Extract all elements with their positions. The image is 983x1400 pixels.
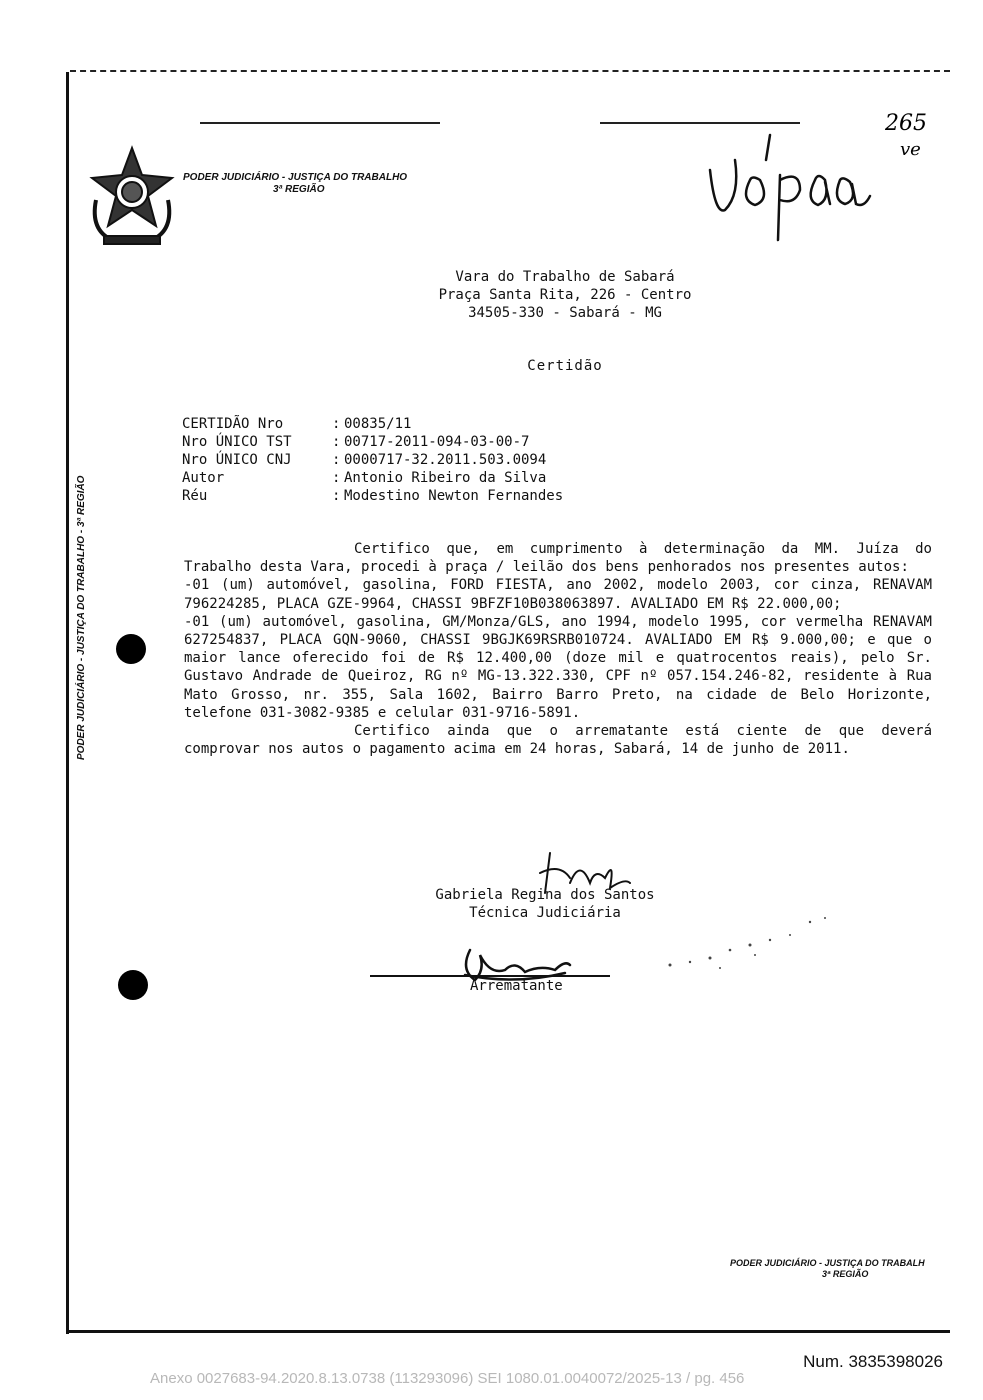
field-label: Nro ÚNICO TST xyxy=(182,434,292,450)
body-paragraph: Certifico que, em cumprimento à determinação da MM. Juíza do Trabalho desta Vara, procedi à praça / leilão dos bens penhorados nos presentes autos: xyxy=(184,541,932,576)
field-row: Nro ÚNICO TST : 00717-2011-094-03-00-7 xyxy=(182,434,530,450)
coat-of-arms-emblem xyxy=(82,140,182,250)
field-label: CERTIDÃO Nro xyxy=(182,416,284,432)
court-region: 3ª REGIÃO xyxy=(273,184,325,195)
field-row: Nro ÚNICO CNJ : 0000717-32.2011.503.0094 xyxy=(182,452,547,468)
field-label: Réu xyxy=(182,488,208,504)
signer-role: Técnica Judiciária xyxy=(469,905,621,921)
punch-hole xyxy=(118,970,148,1000)
handwritten-verso: ve xyxy=(900,139,921,160)
certificate-body xyxy=(184,540,932,758)
field-value: 0000717-32.2011.503.0094 xyxy=(344,452,547,468)
side-vertical-stamp: PODER JUDICIÁRIO - JUSTIÇA DO TRABALHO - 3ª REGIÃO xyxy=(76,475,87,760)
field-value: Modestino Newton Fernandes xyxy=(344,488,564,504)
case-fields xyxy=(182,415,563,505)
field-label: Nro ÚNICO CNJ xyxy=(182,452,292,468)
field-row: Autor : Antonio Ribeiro da Silva xyxy=(182,470,547,486)
arrematante-label: Arrematante xyxy=(470,978,563,994)
left-border xyxy=(66,72,69,1334)
handwritten-page-number: 265 xyxy=(885,111,927,136)
address-line: Praça Santa Rita, 226 - Centro xyxy=(438,287,692,303)
field-value: 00717-2011-094-03-00-7 xyxy=(344,434,530,450)
court-name: PODER JUDICIÁRIO - JUSTIÇA DO TRABALHO xyxy=(183,172,408,183)
footer-stamp xyxy=(730,1258,925,1280)
body-item: -01 (um) automóvel, gasolina, FORD FIESTA, ano 2002, modelo 2003, cor cinza, RENAVAM 796224285, PLACA GZE-9964, CHASSI 9BFZF10B038063897. AVALIADO EM R$ 22.000,00; xyxy=(184,577,932,612)
field-row: Réu : Modestino Newton Fernandes xyxy=(182,488,564,504)
annex-reference: Anexo 0027683-94.2020.8.13.0738 (113293096) SEI 1080.01.0040072/2025-13 / pg. 456 xyxy=(150,1370,745,1387)
body-item: -01 (um) automóvel, gasolina, GM/Monza/GLS, ano 1994, modelo 1995, cor vermelha RENAVAM 627254837, PLACA GQN-9060, CHASSI 9BGJK69RSRB010724. AVALIADO EM R$ 9.000,00; e que o maior lance oferecido foi de R$ 12.400,00 (doze mil e quatrocentos reais), pelo Sr. Gustavo Andrade de Queiroz, RG nº MG-13.322.330, CPF nº 057.154.246-82, residente à Rua Mato Grosso, nr. 355, Sala 1602, Bairro Barro Preto, na cidade de Belo Horizonte, telefone 031-3082-9385 e celular 031-9716-5891. xyxy=(184,613,932,721)
document-number: Num. 3835398026 xyxy=(803,1352,943,1371)
address-line: Vara do Trabalho de Sabará xyxy=(455,269,675,285)
footer-court-region: 3ª REGIÃO xyxy=(822,1269,869,1279)
scan-noise xyxy=(660,910,840,980)
document-title: Certidão xyxy=(527,358,603,374)
field-label: Autor xyxy=(182,470,225,486)
field-value: Antonio Ribeiro da Silva xyxy=(344,470,547,486)
footer-court-name: PODER JUDICIÁRIO - JUSTIÇA DO TRABALH xyxy=(730,1258,925,1268)
court-header xyxy=(183,172,407,196)
address-line: 34505-330 - Sabará - MG xyxy=(468,305,662,321)
signer-name: Gabriela Regina dos Santos xyxy=(435,887,655,903)
punch-hole xyxy=(116,634,146,664)
top-dashed-border xyxy=(70,70,950,72)
field-row: CERTIDÃO Nro : 00835/11 xyxy=(182,416,412,432)
field-value: 00835/11 xyxy=(344,416,412,432)
body-paragraph: Certifico ainda que o arrematante está ciente de que deverá comprovar nos autos o pagamento acima em 24 horas, Sabará, 14 de junho de 2011. xyxy=(184,723,932,758)
court-address xyxy=(380,268,750,322)
bottom-border xyxy=(66,1330,950,1333)
signature-line xyxy=(370,975,610,977)
handwritten-copia-annotation xyxy=(700,100,950,250)
top-rule xyxy=(200,122,440,124)
